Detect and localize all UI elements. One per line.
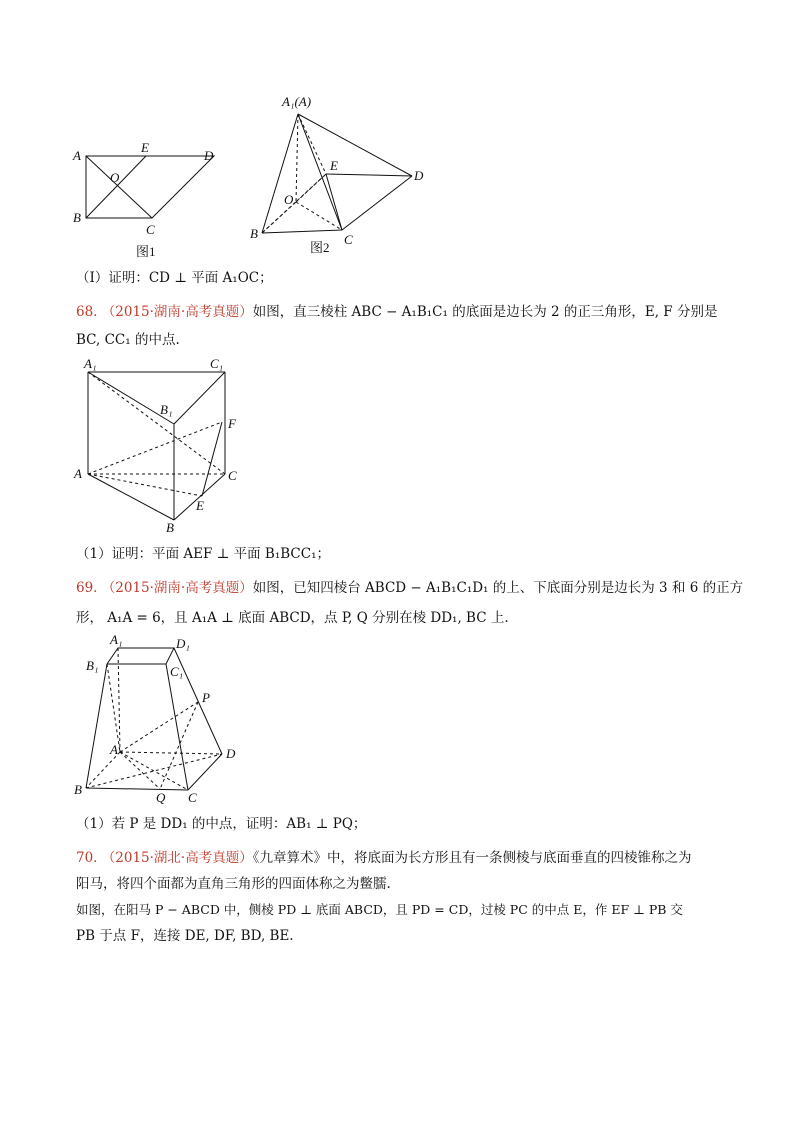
q70-text-line3: 如图，在阳马 P − ABCD 中，侧棱 PD ⊥ 底面 ABCD，且 PD = CD，过棱 PC 的中点 E，作 EF ⊥ PB 交 (76, 902, 683, 917)
q69-label-c: C (188, 790, 197, 804)
frustum-dash-a-p (120, 702, 198, 752)
frustum-edge-c1-c (166, 664, 188, 790)
fig2-label-e: E (330, 158, 338, 173)
q68-number: 68. (76, 304, 98, 320)
q69-label-b: B (74, 782, 82, 797)
q69-text-line2: 形， A₁A = 6，且 A₁A ⊥ 底面 ABCD，点 P, Q 分别在棱 DD₁, BC 上. (76, 610, 509, 626)
fig2-dash-a-e (298, 114, 326, 174)
prism-dash-a-f (88, 422, 222, 474)
q68-label-c1: C₁ (210, 356, 224, 371)
q69-label-p: P (202, 690, 210, 705)
fig2-label-d: D (414, 168, 424, 183)
q67-part1: （Ⅰ）证明：CD ⊥ 平面 A₁OC； (76, 270, 273, 286)
q69-number: 69. (76, 580, 98, 596)
q68-line1 (76, 302, 717, 322)
q68-label-b1: B₁ (160, 402, 173, 417)
q69-text-line1: 如图，已知四棱台 ABCD − A₁B₁C₁D₁ 的上、下底面分别是边长为 3 和 6 的正方 (252, 580, 744, 596)
prism-base-a-b (88, 474, 174, 520)
fig1-edge-ac (86, 156, 152, 218)
q69-part1: （1）若 P 是 DD₁ 的中点，证明：AB₁ ⊥ PQ； (76, 816, 367, 832)
frustum-dash-a-c (120, 752, 188, 790)
fig2-edge-a-d (298, 114, 412, 176)
fig1-label-a: A (73, 148, 81, 163)
q69-label-a1: A₁ (110, 632, 123, 647)
fig2-label-c: C (344, 232, 353, 247)
fig2-label-o: O (284, 192, 294, 207)
q70-text-line2: 阳马，将四个面都为直角三角形的四面体称之为鳖臑. (76, 876, 391, 892)
frustum-top-face (107, 648, 174, 664)
figure-2 (246, 90, 436, 258)
q68-text-line1: 如图，直三棱柱 ABC − A₁B₁C₁ 的底面是边长为 2 的正三角形，E, F 分别是 (252, 304, 718, 320)
fig1-label-d: D (204, 148, 214, 163)
figure-q69-frustum (70, 632, 250, 804)
q69-label-d1: D₁ (176, 636, 190, 651)
q70-text-line4: PB 于点 F，连接 DE, DF, BD, BE. (76, 928, 294, 944)
q68-text-line2: BC, CC₁ 的中点. (76, 332, 180, 348)
q68-source: （2015·湖南·高考真题） (101, 304, 253, 320)
fig2-caption: 图2 (310, 240, 330, 255)
q68-label-a1: A₁ (84, 356, 97, 371)
fig2-edge-e-d (326, 174, 412, 176)
q69-source: （2015·湖南·高考真题） (101, 580, 253, 596)
frustum-dash-a-d (120, 752, 222, 754)
fig1-label-e: E (141, 140, 149, 155)
figure-q68-prism (70, 356, 250, 536)
fig1-edge-be (86, 156, 146, 218)
fig2-edge-b-c (262, 230, 342, 233)
fig1-label-c: C (146, 222, 155, 237)
q69-label-c1: C₁ (170, 664, 184, 679)
fig1-label-b: B (73, 210, 81, 225)
fig2-edge-c-d (342, 176, 412, 230)
prism-dash-a1-c (88, 372, 225, 474)
frustum-base-b-c (86, 788, 188, 790)
q68-label-e: E (196, 498, 204, 513)
q68-label-b: B (166, 520, 174, 535)
fig2-edge-a-b (262, 114, 298, 233)
q69-label-a: A (110, 742, 118, 757)
frustum-dash-p-q (160, 702, 198, 789)
figure-1 (70, 138, 230, 268)
q69-label-q: Q (156, 790, 166, 804)
q70-source: （2015·湖北·高考真题） (101, 850, 253, 866)
frustum-dash-b1-a (107, 664, 120, 752)
q68-part1: （1）证明：平面 AEF ⊥ 平面 B₁BCC₁； (76, 546, 330, 562)
fig2-dash-b-e (262, 174, 326, 233)
fig1-caption: 图1 (136, 244, 156, 259)
q69-label-d: D (226, 746, 236, 761)
fig2-label-b: B (250, 226, 258, 241)
fig2-label-a1a: A₁(A) (282, 94, 312, 109)
q69-line1 (76, 578, 743, 598)
q69-label-b1: B₁ (86, 658, 99, 673)
q70-number: 70. (76, 850, 98, 866)
fig2-dash-a-o (296, 114, 298, 202)
prism-top-b1-c1 (174, 372, 225, 424)
prism-dash-a-e (88, 474, 202, 496)
frustum-base-c-d (188, 754, 222, 790)
fig1-trapezoid (86, 156, 214, 218)
q68-label-a: A (74, 466, 82, 481)
frustum-edge-b1-b (86, 664, 107, 788)
q70-text-line1: 《九章算术》中，将底面为长方形且有一条侧棱与底面垂直的四棱锥称之为 (252, 850, 692, 866)
q70-line1 (76, 848, 691, 868)
q68-label-c: C (228, 468, 237, 483)
q68-label-f: F (228, 416, 236, 431)
prism-base-b-c (174, 474, 225, 520)
fig1-label-o: O (110, 170, 120, 185)
